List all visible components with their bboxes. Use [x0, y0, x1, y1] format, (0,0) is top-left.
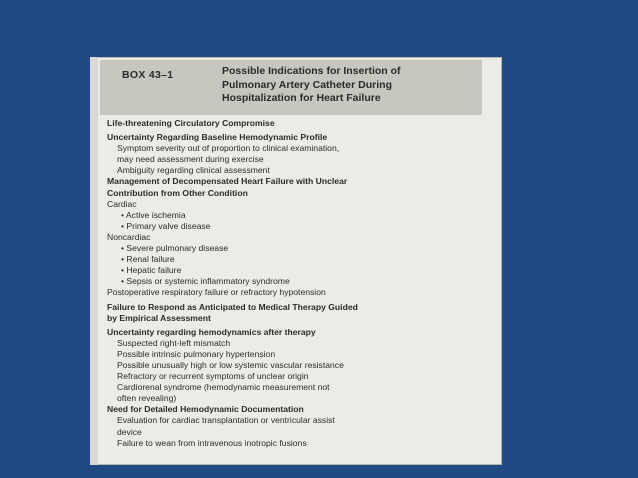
list-item: device	[117, 426, 142, 437]
heading-management-decompensated-cont: Contribution from Other Condition	[107, 187, 248, 198]
box-content	[107, 118, 492, 449]
bullet-item: • Sepsis or systemic inflammatory syndrome	[121, 276, 290, 287]
list-item: Cardiorenal syndrome (hemodynamic measurement not	[117, 382, 330, 393]
heading-life-threatening: Life-threatening Circulatory Compromise	[107, 118, 275, 128]
heading-uncertainty-baseline: Uncertainty Regarding Baseline Hemodynamic Profile	[107, 132, 328, 143]
heading-failure-to-respond-cont: by Empirical Assessment	[107, 312, 211, 323]
box-title-line-2: Pulmonary Artery Catheter During	[222, 78, 392, 91]
bullet-item: • Hepatic failure	[121, 265, 182, 276]
list-item: Evaluation for cardiac transplantation or ventricular assist	[117, 415, 335, 426]
subheading-cardiac: Cardiac	[107, 198, 137, 209]
list-item: Failure to wean from intravenous inotropic fusions	[117, 437, 307, 448]
bullet-item: • Primary valve disease	[121, 220, 211, 231]
box-title	[222, 65, 472, 106]
subheading-noncardiac: Noncardiac	[107, 231, 151, 242]
box-number: BOX 43–1	[122, 69, 174, 81]
box-title-line-1: Possible Indications for Insertion of	[222, 65, 401, 77]
box-title-line-3: Hospitalization for Heart Failure	[222, 92, 381, 104]
list-item: Postoperative respiratory failure or refractory hypotension	[107, 287, 326, 298]
document-page	[90, 57, 502, 465]
list-item: Suspected right-left mismatch	[117, 337, 231, 348]
bullet-item: • Severe pulmonary disease	[121, 243, 229, 254]
heading-management-decompensated: Management of Decompensated Heart Failure with Unclear	[107, 176, 348, 187]
heading-detailed-documentation: Need for Detailed Hemodynamic Documentation	[107, 404, 304, 415]
list-item: Refractory or recurrent symptoms of unclear origin	[117, 371, 309, 382]
heading-failure-to-respond: Failure to Respond as Anticipated to Medical Therapy Guided	[107, 301, 358, 312]
box-header	[100, 60, 482, 115]
list-item: Symptom severity out of proportion to clinical examination,	[117, 143, 340, 154]
list-item: often revealing)	[117, 393, 177, 404]
list-item: Possible unusually high or low systemic vascular resistance	[117, 359, 344, 370]
list-item: may need assessment during exercise	[117, 154, 264, 165]
list-item: Possible intrinsic pulmonary hypertension	[117, 348, 276, 359]
page-edge-strip	[90, 57, 98, 465]
list-item: Ambiguity regarding clinical assessment	[117, 165, 270, 176]
bullet-item: • Active ischemia	[121, 209, 186, 220]
bullet-item: • Renal failure	[121, 254, 175, 265]
heading-uncertainty-after-therapy: Uncertainty regarding hemodynamics after therapy	[107, 326, 316, 337]
